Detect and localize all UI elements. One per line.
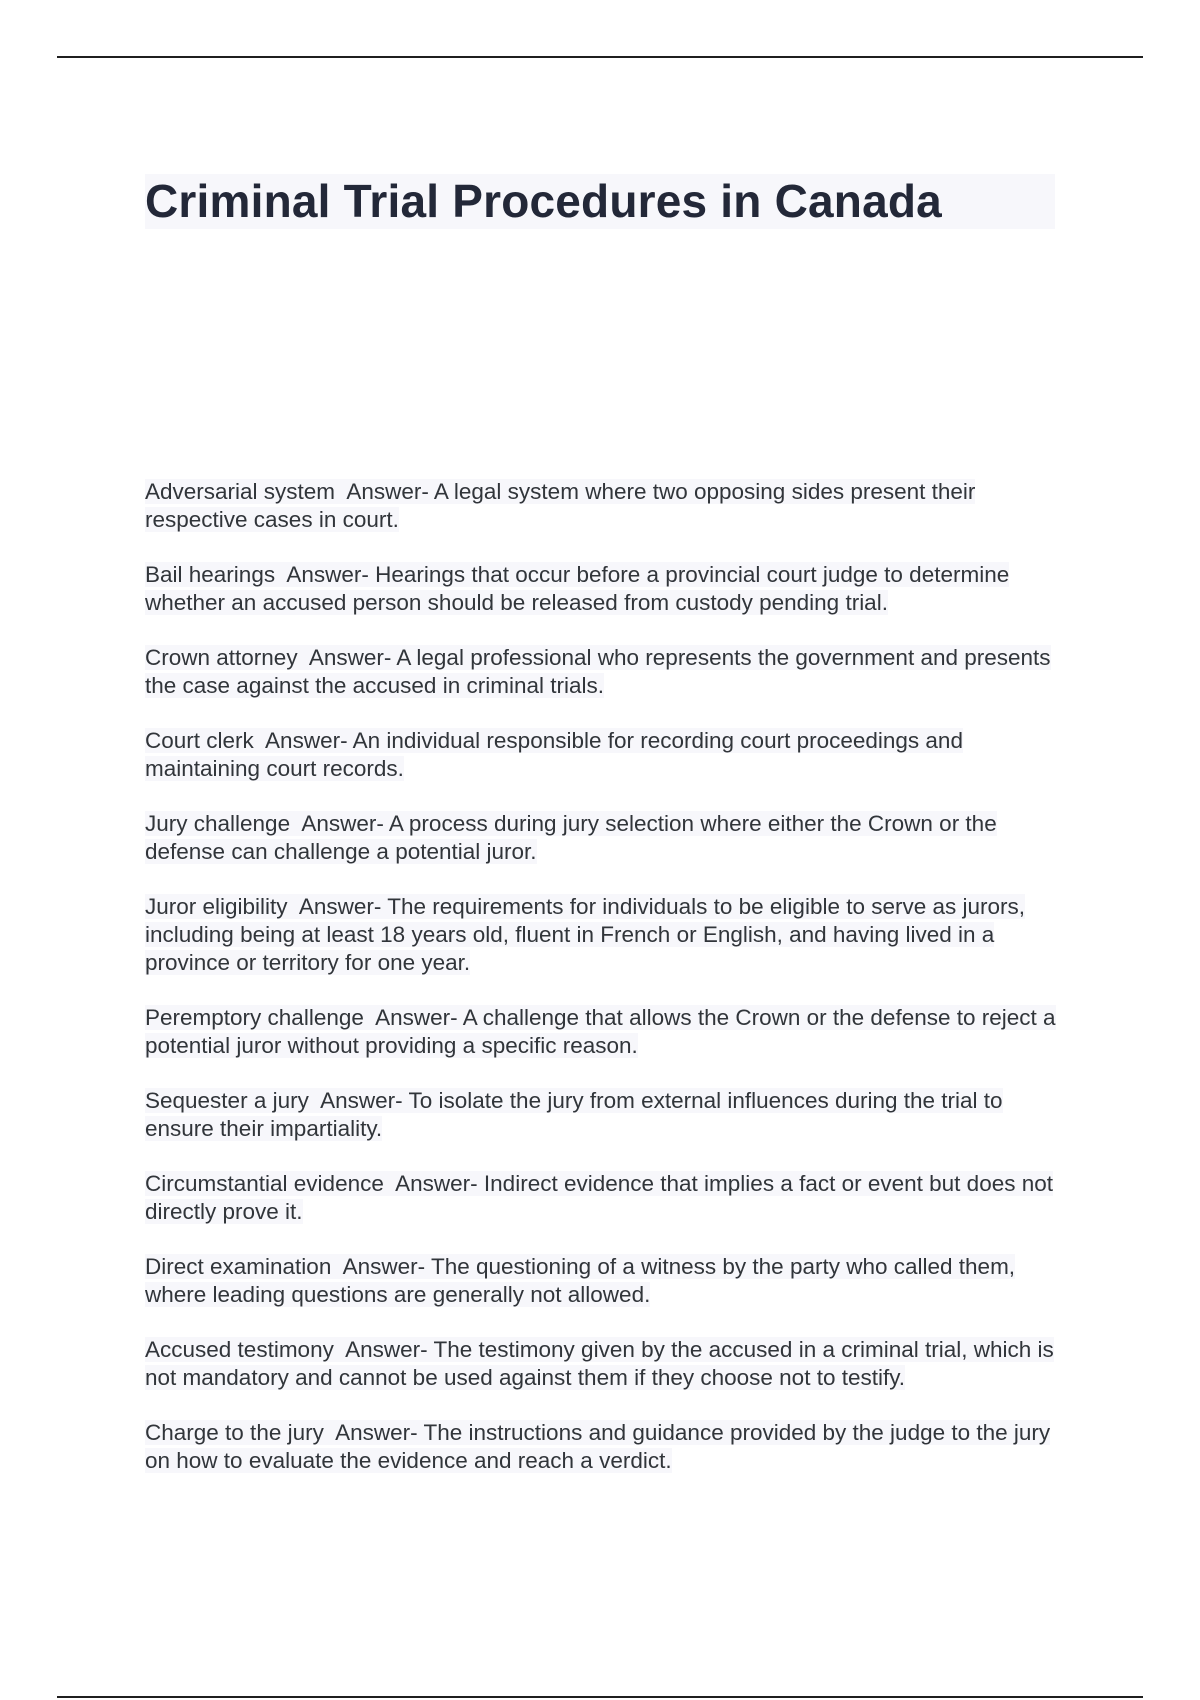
qa-entry-text [145,1004,1057,1060]
qa-term: Circumstantial evidence [145,1171,384,1196]
qa-answer: An individual responsible for recording court proceedings and maintaining court records. [145,728,963,781]
qa-entry-text [145,561,1057,617]
qa-entry-text [145,478,1057,534]
bottom-divider [57,1696,1143,1698]
qa-entry [145,478,1057,534]
qa-term: Court clerk [145,728,254,753]
answer-label: Answer- [375,1005,458,1030]
qa-entry-text [145,1336,1057,1392]
qa-list [145,478,1057,1502]
qa-term: Accused testimony [145,1337,334,1362]
qa-term: Juror eligibility [145,894,288,919]
answer-label: Answer- [298,894,382,919]
qa-entry-text [145,810,1057,866]
answer-label: Answer- [308,645,392,670]
qa-entry [145,1336,1057,1392]
answer-label: Answer- [320,1088,403,1113]
qa-entry [145,727,1057,783]
qa-entry [145,1087,1057,1143]
answer-label: Answer- [286,562,369,587]
qa-entry-text [145,1419,1057,1475]
qa-answer: A legal professional who represents the government and presents the case against the accused in criminal trials. [145,645,1051,698]
qa-entry [145,1170,1057,1226]
qa-answer: A challenge that allows the Crown or the defense to reject a potential juror without providing a specific reason. [145,1005,1056,1058]
qa-entry-text [145,1170,1057,1226]
qa-entry-text [145,644,1057,700]
qa-entry [145,1419,1057,1475]
answer-label: Answer- [345,1337,428,1362]
qa-entry-text [145,727,1057,783]
answer-label: Answer- [346,479,429,504]
answer-label: Answer- [301,811,384,836]
qa-term: Bail hearings [145,562,276,587]
qa-entry [145,644,1057,700]
answer-label: Answer- [342,1254,426,1279]
qa-term: Direct examination [145,1254,332,1279]
qa-entry-text [145,1253,1057,1309]
qa-entry-text [145,1087,1057,1143]
qa-term: Sequester a jury [145,1088,309,1113]
qa-entry [145,561,1057,617]
top-divider [57,56,1143,58]
qa-entry [145,810,1057,866]
qa-term: Adversarial system [145,479,336,504]
qa-term: Charge to the jury [145,1420,324,1445]
qa-answer: To isolate the jury from external influences during the trial to ensure their impartiality. [145,1088,1003,1141]
qa-term: Jury challenge [145,811,291,836]
qa-answer: A legal system where two opposing sides present their respective cases in court. [145,479,976,532]
qa-entry [145,893,1057,977]
answer-label: Answer- [395,1171,478,1196]
qa-answer: Hearings that occur before a provincial court judge to determine whether an accused person should be released from custody pending trial. [145,562,1010,615]
qa-term: Peremptory challenge [145,1005,364,1030]
qa-entry-text [145,893,1057,977]
answer-label: Answer- [265,728,348,753]
qa-term: Crown attorney [145,645,298,670]
qa-answer: The testimony given by the accused in a criminal trial, which is not mandatory and cannot be used against them if they choose not to testify. [145,1337,1054,1390]
qa-answer: Indirect evidence that implies a fact or event but does not directly prove it. [145,1171,1054,1224]
qa-answer: The instructions and guidance provided by the judge to the jury on how to evaluate the evidence and reach a verdict. [145,1420,1051,1473]
qa-answer: A process during jury selection where either the Crown or the defense can challenge a potential juror. [145,811,997,864]
qa-answer: The requirements for individuals to be eligible to serve as jurors, including being at least 18 years old, fluent in French or English, and having lived in a province or territory for one year. [145,894,1026,975]
qa-entry [145,1004,1057,1060]
document-title: Criminal Trial Procedures in Canada [145,175,942,227]
qa-answer: The questioning of a witness by the party who called them, where leading questions are generally not allowed. [145,1254,1016,1307]
qa-entry [145,1253,1057,1309]
answer-label: Answer- [335,1420,418,1445]
